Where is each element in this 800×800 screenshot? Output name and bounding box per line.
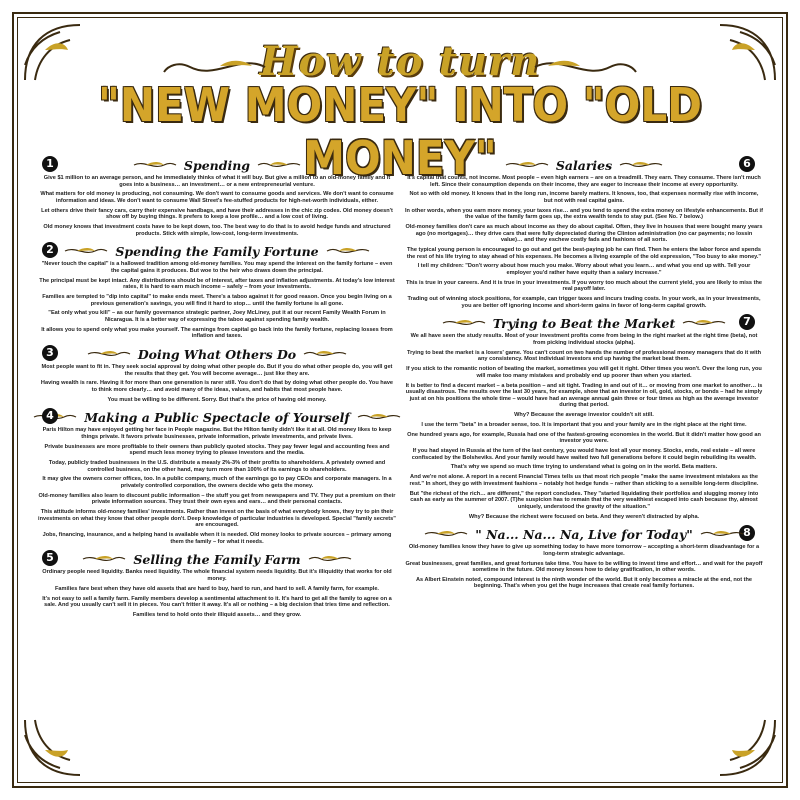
ornament-icon [86, 349, 132, 359]
paragraph: This attitude informs old-money families' investments. Rather than invest on the basis of what everybody knows, they try to pin their investments on what they know that other people don't. Deep knowledge of particular industries is developed. Special "family secrets" are encouraged. [38, 509, 396, 529]
paragraph: Jobs, financing, insurance, and a helping hand is available when it is needed. Old money looks to private sources – primary among them the family – for what it needs. [42, 532, 392, 545]
section-number-badge: 7 [739, 314, 755, 330]
section-title: Trying to Beat the Market [492, 315, 676, 331]
section-header [38, 241, 396, 261]
paragraph: It's capital that counts, not income. Most people – even high earners – are on a treadmill. They earn. They consume. There isn't much left. Since their consumption depends on their income, they are eager to increase their income at every opportunity. [407, 175, 761, 188]
ornament-icon [441, 318, 487, 328]
section-title: Doing What Others Do [137, 346, 297, 362]
paragraph: One hundred years ago, for example, Russia had one of the fastest-growing economies in the world. But it didn't matter how good an investor you were. [407, 431, 761, 445]
section-title: Spending [183, 157, 251, 173]
section-4 [38, 407, 396, 545]
paragraph: As Albert Einstein noted, compound interest is the ninth wonder of the world. But it only becomes a miracle at the end, not the beginning. That's when you get the huge increases that create real family fortunes. [415, 576, 753, 590]
paragraph: The principal must be kept intact. Any distributions should be of interest, after taxes and inflation adjustments. At today's low interest rates, it is hard to earn much income – safely – from your investments. [39, 277, 395, 291]
section-title: Spending the Family Fortune [115, 243, 319, 259]
paragraph: Let others drive their fancy cars, carry their expensive handbags, and have their addresses in the chic zip codes. Old money doesn't show off by buying things. It prefers to keep a low profile… and a low cost of living. [41, 207, 393, 221]
paragraph: And we're not alone. A report in a recent Financial Times tells us that most rich people "make the same investment mistakes as the rest." In short, they go with investment fashions – notably hot hedge funds – rather than sticking to a sensible long-term discipline. [409, 474, 759, 487]
paragraph: Not so with old money. It knows that in the long run, income barely matters. It knows, too, that expenses normally rise with income, but not with real capital gains. [409, 191, 759, 204]
section-number-badge: 6 [739, 156, 755, 172]
section-header [405, 155, 763, 175]
paragraph: Paris Hilton may have enjoyed getting her face in People magazine. But the Hilton family didn't like it at all. Old money likes to keep things private. It favors private businesses, private information, private investments, and private lives. [42, 427, 392, 440]
ornament-icon [504, 160, 550, 170]
paragraph: Today, publicly traded businesses in the U.S. distribute a measly 2%-3% of their profits to shareholders. A privately owned and controlled business, on the other hand, may turn more than 100% of its earnings to shareholders. [48, 460, 386, 473]
paragraph: That's why we spend so much time trying to understand what is going on in the world. Beta matters. [450, 464, 718, 471]
paragraph: It may give the owners corner offices, too. In a public company, much of the earnings go to pay CEOs and corporate managers. In a privately controlled corporation, the owners decide who gets the money. [42, 476, 392, 490]
paragraph: Families tend to hold onto their illiquid assets… and they grow. [132, 611, 302, 618]
paragraph: I use the term "beta" in a broader sense, too. It is important that you and your family are in the right place at the right time. [421, 421, 747, 428]
section-header [38, 549, 396, 569]
section-number-badge: 3 [42, 345, 58, 361]
paragraph: This is true in your careers. And it is true in your investments. If you worry too much about the current yield, you are likely to miss the real payoff later. [405, 279, 762, 293]
paragraph: If you stick to the romantic notion of beating the market, sometimes you will get it right. Other times you won't. Over the long run, you will make too many mistakes and probably end up poorer than when you started. [406, 366, 762, 379]
ornament-icon [63, 246, 109, 256]
section-5 [38, 549, 396, 618]
section-title: Making a Public Spectacle of Yourself [84, 409, 350, 425]
paragraph: If you had stayed in Russia at the turn of the last century, you would have lost all your money. Stocks, ends, real estate – all were confiscated by the Bolsheviks. And your family would have waited two full generations before it could begin rebuilding its wealth. [411, 448, 757, 461]
section-number-badge: 4 [42, 408, 58, 424]
corner-flourish-icon [20, 710, 90, 780]
paragraph: Having wealth is rare. Having it for more than one generation is rarer still. You don't do that by doing what other people do. You have to think more clearly… and avoid many of the ideas, values, and habits that most people have. [40, 380, 394, 393]
ornament-icon [699, 529, 745, 539]
paragraph: It allows you to spend only what you make yourself. The earnings from capital go back into the family fortune, replacing losses from inflation and taxes. [41, 326, 393, 340]
section-number-badge: 2 [42, 242, 58, 258]
section-number-badge: 5 [42, 550, 58, 566]
section-header [405, 524, 763, 544]
paragraph: Old money knows that investment costs have to be kept down, too. The best way to do that is to avoid hedge funds and structured products. Stick with simple, low-cost, long-term investments. [43, 224, 391, 237]
paragraph: Great businesses, great families, and great fortunes take time. You have to be willing to invest time and effort… and wait for the payoff sometime in the future. Old money knows how to delay gratification, in other words. [405, 560, 763, 574]
title-flourish-right-icon [530, 52, 640, 87]
ornament-icon [256, 160, 302, 170]
paragraph: Most people want to fit in. They seek social approval by doing what other people do. But if you do what other people do, you will get the results that they get. You will become average… just like they are. [41, 364, 393, 377]
paragraph: Old-money families don't care as much about income as they do about capital. Often, they live in houses that were bought many years ago (no mortgages)… they drive cars that were fully depreciated during the Clinton administration (no car payments; no lossin value)… and they eschew costly fads and fashions of all sorts. [405, 224, 763, 244]
paragraph: Ordinary people need liquidity. Banks need liquidity. The whole financial system needs liquidity. But it's illiquidity that works for old money. [42, 569, 392, 582]
corner-flourish-icon [710, 710, 780, 780]
section-header [38, 344, 396, 364]
paragraph: The typical young person is encouraged to go out and get the best-paying job he can find. Then he enters the labor force and spends the rest of his life trying to stay ahead of his expenses. He becomes a living example of the old expression, "Too busy to ake money." [406, 247, 762, 260]
paragraph: Why? Because the average investor couldn't sit still. [514, 412, 654, 419]
ornament-icon [307, 554, 353, 564]
section-title: " Na... Na... Na, Live for Today" [475, 526, 693, 542]
section-title: Selling the Family Farm [133, 551, 301, 567]
section-title: Salaries [555, 157, 613, 173]
left-column [38, 155, 396, 623]
paragraph: We all have seen the study results. Most of your investment profits come from being in the right market at the right time (beta), not from picking individual stocks (alpha). [410, 333, 758, 346]
section-number-badge: 1 [42, 156, 58, 172]
paragraph: Private businesses are more profitable to their owners than publicly quoted stocks. They pay fewer legal and accounting fees and spend much less money trying to please investors and the media. [44, 443, 390, 457]
ornament-icon [681, 318, 727, 328]
ornament-icon [356, 412, 402, 422]
section-8 [405, 524, 763, 590]
section-header [405, 313, 763, 333]
title-line-2: "NEW MONEY" INTO "OLD MONEY" [98, 78, 702, 185]
section-1 [38, 155, 396, 237]
paragraph: Trying to beat the market is a losers' game. You can't count on two hands the number of professional money managers that do it with any consistency. Most individual investors end up having the market beat them. [407, 349, 761, 363]
paragraph: "Never touch the capital" is a hallowed tradition among old-money families. You may spend the interest on the family fortune – even the capital gains it produces. But woe to the heir who draws down the principal. [41, 261, 393, 274]
paragraph: What matters for old money is producing, not consuming. We don't want to consume goods and services. We don't want to consume information and ideas. We don't want to consume Wall Street's fee-stuffed products for high-net-worth individuals, either. [40, 191, 394, 204]
paragraph: Trading out of winning stock positions, for example, can trigger taxes and incurs trading costs. In your work, as in your investments, you are better off ignoring income and short-term gains in favor of long-term capital growth. [407, 296, 761, 309]
ornament-icon [302, 349, 348, 359]
title-flourish-left-icon [160, 52, 270, 87]
ornament-icon [81, 554, 127, 564]
paragraph: It is better to find a decent market – a beta position – and sit tight. Trading in and out of it… or moving from one market to another… is usually disastrous. The results over the last 30 years, for example, show that an investor in oil, gold, stocks, or bonds – had he simply just at on his positions the whole time – would have had an average annual gain three or four times as high as the average investor during that period. [405, 382, 763, 409]
section-6 [405, 155, 763, 309]
right-column [405, 155, 763, 594]
section-number-badge: 8 [739, 525, 755, 541]
ornament-icon [423, 529, 469, 539]
paragraph: In other words, when you earn more money, your taxes rise… and you tend to spend the extra money on lifestyle enhancements. But if the value of the family farm goes up, the extra wealth tends to stay put. (See No. 7 below.) [405, 207, 763, 221]
section-header [38, 155, 396, 175]
section-2 [38, 241, 396, 340]
paragraph: Old-money families know they have to give up something today to have more tomorrow – accepting a short-term disadvantage for a long-term strategic advantage. [408, 544, 760, 557]
title-line-1: How to turn [259, 38, 541, 85]
ornament-icon [325, 246, 371, 256]
paragraph: You must be willing to be different. Sorry. But that's the price of having old money. [107, 396, 327, 403]
paragraph: It's not easy to sell a family farm. Family members develop a sentimental attachment to it. It's hard to get all the family to agree on a sale. And you usually can't sell it in pieces. You can't fritter it away. It's all or nothing – a big decision that tries time and reflection. [42, 595, 392, 609]
ornament-icon [132, 160, 178, 170]
paragraph: Families fare best when they have old assets that are hard to buy, hard to run, and hard to sell. A family farm, for example. [54, 585, 379, 592]
section-3 [38, 344, 396, 403]
paragraph: I tell my children: "Don't worry about how much you make. Worry about what you learn… and what you end up with. Tell your employer you'd rather have equity than a salary increase." [417, 263, 751, 277]
section-header [38, 407, 396, 427]
paragraph: Give $1 million to an average person, and he immediately thinks of what it will buy. But give a million to an old-money family and it goes into a business… an investment… or a new entrepreneurial venture. [43, 175, 391, 188]
ornament-icon [618, 160, 664, 170]
paragraph: But "the richest of the rich… are different," the report concludes. They "started liquidating their portfolios and slugging money into cash as early as the summer of 2007. (T)he suspicion has to remain that the very wealthiest escaped into cash because thy, almost uniquely, understood the gravity of the situation." [409, 490, 759, 510]
section-7 [405, 313, 763, 520]
paragraph: Old-money families also learn to discount public information – the stuff you get from newspapers and TV. They put a premium on their private information sources. They trust their own eyes and ears… and their personal contacts. [38, 492, 396, 506]
paragraph: Why? Because the richest were focused on beta. And they weren't distracted by alpha. [468, 513, 700, 520]
paragraph: Families are tempted to "dip into capital" to make ends meet. There's a taboo against it for good reason. Once you begin living on a previous generation's savings, you will find it hard to stop… until the family fortune is all gone. [42, 294, 392, 307]
paragraph: "Eat only what you kill" – as our family governance strategic partner, Joey McLiney, put it at our recent Family Wealth Forum in Nicaragua. It is a better way of expressing the taboo against spending family wealth. [48, 310, 386, 324]
